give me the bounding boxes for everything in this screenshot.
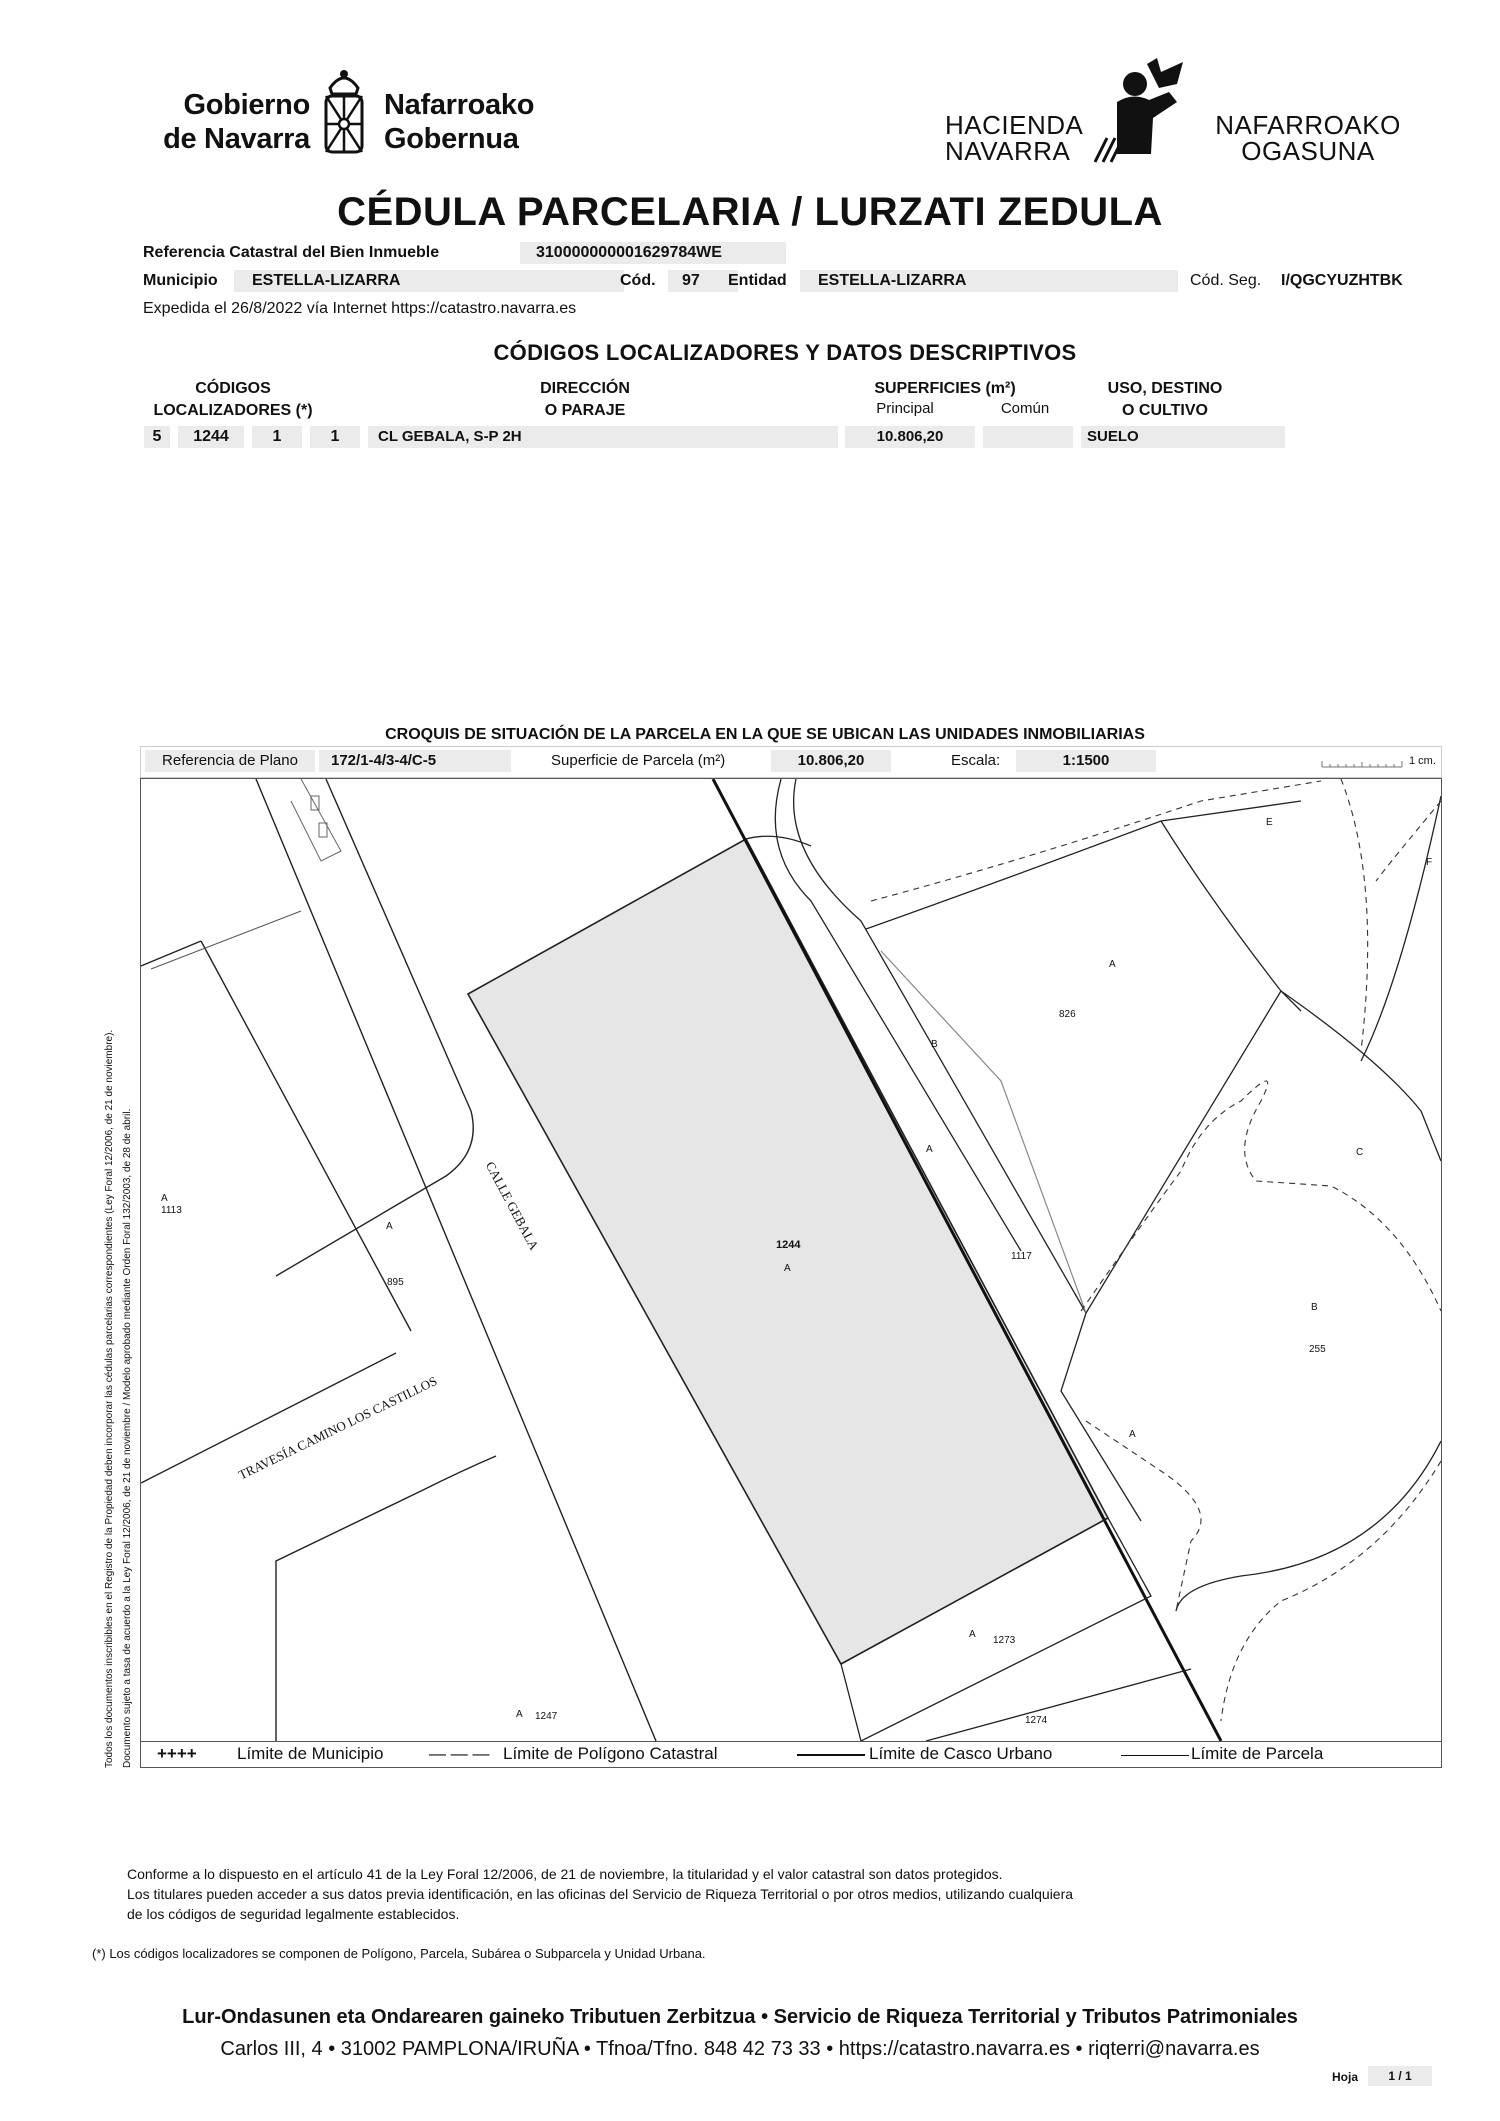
parcel-boundary — [1361, 796, 1441, 1061]
superficie-label: Superficie de Parcela (m²) — [551, 752, 726, 769]
legal-note-3: de los códigos de seguridad legalmente establecidos. — [127, 1906, 460, 1922]
hacienda-right-2: OGASUNA — [1241, 136, 1375, 166]
legend-poligono-symbol: — — — — [429, 1744, 490, 1763]
gobierno-left-1: Gobierno — [183, 89, 310, 121]
page-title: CÉDULA PARCELARIA / LURZATI ZEDULA — [337, 190, 1163, 234]
escala-value: 1:1500 — [1016, 750, 1156, 772]
building-outline — [291, 779, 341, 861]
scale-bar-icon — [1321, 757, 1403, 769]
parcel-boundary — [201, 941, 411, 1331]
gobierno-left-2: de Navarra — [163, 123, 310, 155]
footnote: (*) Los códigos localizadores se componen de Polígono, Parcela, Subárea o Subparcela y Unidad Urbana. — [92, 1946, 706, 1961]
gobierno-right-2: Gobernua — [384, 123, 519, 155]
row-c4: 1 — [310, 426, 360, 448]
label-subarea-b: B — [1311, 1302, 1318, 1313]
parcel-boundary — [1176, 1441, 1441, 1611]
label-subarea-e: E — [1266, 817, 1273, 828]
th-direccion-1: DIRECCIÓN — [540, 380, 630, 397]
street-calle-gebala: CALLE GEBALA — [482, 1159, 542, 1253]
parcel-boundary — [276, 1456, 496, 1741]
legend-parcela: Límite de Parcela — [1191, 1744, 1324, 1763]
legend-casco: Límite de Casco Urbano — [869, 1744, 1053, 1763]
label-subarea-f: F — [1426, 857, 1433, 868]
escala-label: Escala: — [951, 752, 1001, 769]
street-edge — [141, 1479, 581, 1536]
footer-line-2: Carlos III, 4 • 31002 PAMPLONA/IRUÑA • Tfnoa/Tfno. 848 42 73 33 • https://catastro.navarra.es • riqterri@navarra.es — [220, 2038, 1260, 2060]
th-codigos — [148, 378, 318, 422]
poligono-boundary — [871, 781, 1321, 901]
row-c1: 5 — [144, 426, 170, 448]
entidad-value: ESTELLA-LIZARRA — [800, 270, 1178, 292]
row-c3: 1 — [252, 426, 302, 448]
th-uso-1: USO, DESTINO — [1107, 380, 1223, 397]
th-uso-2: O CULTIVO — [1122, 402, 1208, 419]
label-subarea-a: A — [784, 1263, 791, 1274]
parcel-boundary — [1161, 821, 1301, 1011]
building-outline — [319, 823, 327, 837]
gobierno-right-1: Nafarroako — [384, 89, 535, 121]
row-direccion: CL GEBALA, S-P 2H — [368, 426, 838, 448]
row-c2: 1244 — [178, 426, 244, 448]
hoja-value: 1 / 1 — [1368, 2066, 1432, 2086]
gobierno-logo — [140, 62, 560, 162]
municipio-label: Municipio — [143, 272, 218, 289]
label-subarea-c: C — [1356, 1147, 1364, 1158]
hacienda-logo — [945, 58, 1415, 168]
hacienda-right-1: NAFARROAKO — [1215, 110, 1401, 140]
label-826: 826 — [1059, 1009, 1076, 1020]
label-subarea-a: A — [1129, 1429, 1136, 1440]
parcel-boundary — [866, 801, 1301, 929]
map-title: CROQUIS DE SITUACIÓN DE LA PARCELA EN LA QUE SE UBICAN LAS UNIDADES INMOBILIARIAS — [385, 726, 1145, 743]
th-direccion-2: O PARAJE — [544, 402, 626, 419]
map-legend — [140, 1741, 1442, 1768]
legal-notes — [127, 1864, 1073, 1924]
plano-info-bar — [140, 746, 1442, 778]
label-subarea-a: A — [926, 1144, 933, 1155]
poligono-boundary — [1221, 1461, 1441, 1721]
parcel-boundary — [1281, 991, 1441, 1161]
row-principal: 10.806,20 — [845, 426, 975, 448]
seg-label: Cód. Seg. — [1190, 272, 1262, 289]
legal-note-1: Conforme a lo dispuesto en el artículo 41 de la Ley Foral 12/2006, de 21 de noviembre, la titularidad y el valor catastral son datos protegidos. — [127, 1866, 1003, 1882]
legend-casco-line — [797, 1754, 865, 1756]
scale-bar-label: 1 cm. — [1409, 755, 1436, 767]
parcel-map — [140, 778, 1442, 1742]
hacienda-figure-icon — [1087, 58, 1207, 166]
navarra-coat-of-arms-icon — [316, 66, 372, 162]
th-principal: Principal — [876, 400, 934, 417]
label-subarea-a: A — [1109, 959, 1116, 970]
label-1247: 1247 — [535, 1711, 558, 1722]
ref-label: Referencia Catastral del Bien Inmueble — [143, 244, 440, 261]
superficie-value: 10.806,20 — [771, 750, 891, 772]
municipio-value: ESTELLA-LIZARRA — [234, 270, 624, 292]
label-1274: 1274 — [1025, 1715, 1048, 1726]
poligono-boundary — [1341, 779, 1368, 1051]
legend-municipio: Límite de Municipio — [237, 1744, 384, 1763]
side-text-registro: Todos los documentos inscribibles en el Registro de la Propiedad deben incorporar las cédulas parcelarias correspondientes (Ley Foral 12/2006, de 21 de noviembre). — [104, 1029, 115, 1768]
street-travesia: TRAVESÍA CAMINO LOS CASTILLOS — [236, 1373, 440, 1483]
label-subarea-a: A — [161, 1193, 168, 1204]
th-codigos-1: CÓDIGOS — [195, 380, 271, 397]
ref-value: 310000000001629784WE — [520, 242, 786, 264]
ref-plano-value: 172/1-4/3-4/C-5 — [319, 750, 511, 772]
seg-value: I/QGCYUZHTBK — [1281, 272, 1403, 289]
label-subarea-a: A — [386, 1221, 393, 1232]
label-1117: 1117 — [1011, 1251, 1032, 1262]
parcel-boundary — [1086, 991, 1281, 1313]
label-255: 255 — [1309, 1344, 1326, 1355]
th-codigos-2: LOCALIZADORES (*) — [153, 402, 313, 419]
hacienda-left-2: NAVARRA — [945, 136, 1071, 166]
entidad-label: Entidad — [728, 272, 787, 289]
legend-municipio-symbol: ++++ — [157, 1744, 197, 1763]
legend-poligono: Límite de Polígono Catastral — [503, 1744, 718, 1763]
footer-line-1: Lur-Ondasunen eta Ondarearen gaineko Tributuen Zerbitzua • Servicio de Riqueza Territorial y Tributos Patrimoniales — [182, 2006, 1298, 2028]
label-1273: 1273 — [993, 1635, 1016, 1646]
label-895: 895 — [387, 1277, 404, 1288]
side-text-tasa: Documento sujeto a tasa de acuerdo a la Ley Foral 12/2006, de 21 de noviembre / Modelo aprobado mediante Orden Foral 132/2003, de 28 de abril. — [122, 1108, 133, 1768]
label-subarea-a: A — [969, 1629, 976, 1640]
th-superficies: SUPERFICIES (m²) — [874, 380, 1016, 397]
section-title: CÓDIGOS LOCALIZADORES Y DATOS DESCRIPTIVOS — [493, 340, 1077, 365]
th-uso — [1090, 378, 1240, 422]
legal-note-2: Los titulares pueden acceder a sus datos previa identificación, en las oficinas del Servicio de Riqueza Territorial o por otros medios, utilizando cualquiera — [127, 1886, 1074, 1902]
row-uso: SUELO — [1081, 426, 1285, 448]
label-subarea-a: A — [516, 1709, 523, 1720]
label-1244: 1244 — [776, 1239, 801, 1251]
parcel-boundary — [151, 911, 301, 969]
street-edge — [326, 779, 471, 1111]
building-outline — [311, 796, 319, 810]
label-1113: 1113 — [161, 1205, 182, 1216]
ref-plano-label: Referencia de Plano — [145, 750, 315, 772]
poligono-boundary — [1081, 1081, 1441, 1311]
hoja-label: Hoja — [1332, 2070, 1359, 2084]
cod-label: Cód. — [620, 272, 656, 289]
th-comun: Común — [1000, 400, 1050, 417]
expedida-text: Expedida el 26/8/2022 vía Internet https://catastro.navarra.es — [143, 300, 577, 317]
th-direccion — [510, 378, 660, 422]
row-comun — [983, 426, 1073, 448]
cod-value: 97 — [668, 270, 738, 292]
legend-parcela-line — [1121, 1755, 1189, 1756]
hacienda-left-1: HACIENDA — [945, 110, 1084, 140]
label-subarea-b: B — [931, 1039, 938, 1050]
parcel-boundary — [926, 1669, 1191, 1741]
